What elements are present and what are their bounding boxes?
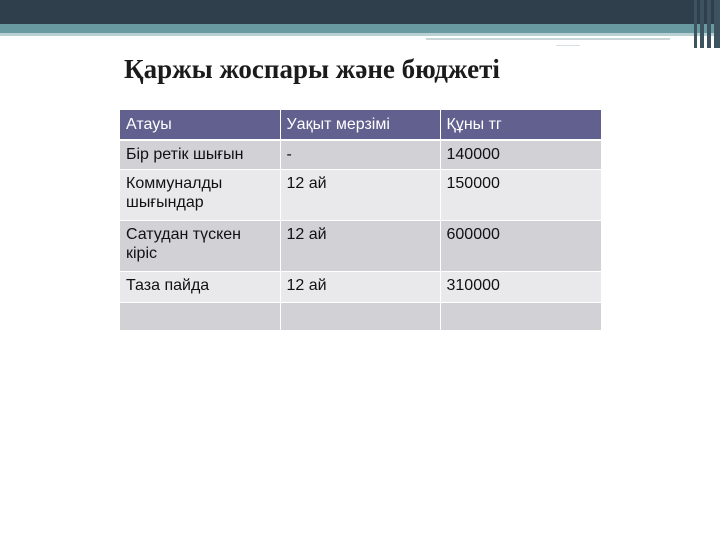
table-cell bbox=[440, 303, 601, 331]
budget-table bbox=[120, 110, 601, 331]
table-cell: 12 ай bbox=[280, 272, 440, 303]
table-cell: 600000 bbox=[440, 221, 601, 272]
table-cell: 12 ай bbox=[280, 170, 440, 221]
table-row bbox=[120, 140, 601, 170]
table-cell: Сатудан түскен кіріс bbox=[120, 221, 280, 272]
divider-line bbox=[426, 38, 670, 40]
table-cell: Коммуналды шығындар bbox=[120, 170, 280, 221]
table-cell: 310000 bbox=[440, 272, 601, 303]
table-cell bbox=[280, 303, 440, 331]
table-row bbox=[120, 272, 601, 303]
table-cell: Бір ретік шығын bbox=[120, 140, 280, 170]
corner-bar-decor bbox=[707, 0, 711, 48]
column-header-period: Уақыт мерзімі bbox=[280, 110, 440, 140]
table-header-row bbox=[120, 110, 601, 140]
table-cell: Таза пайда bbox=[120, 272, 280, 303]
table-cell bbox=[120, 303, 280, 331]
corner-bar-decor bbox=[694, 0, 697, 48]
column-header-name: Атауы bbox=[120, 110, 280, 140]
table-cell: - bbox=[280, 140, 440, 170]
table-row bbox=[120, 221, 601, 272]
table-cell: 12 ай bbox=[280, 221, 440, 272]
table-row bbox=[120, 170, 601, 221]
table-cell: 150000 bbox=[440, 170, 601, 221]
divider-line bbox=[556, 45, 580, 46]
top-accent-stripe bbox=[0, 24, 720, 33]
top-decor-band bbox=[0, 0, 720, 24]
column-header-cost: Құны тг bbox=[440, 110, 601, 140]
table-cell: 140000 bbox=[440, 140, 601, 170]
corner-bar-decor bbox=[714, 0, 720, 48]
top-light-stripe bbox=[0, 33, 720, 36]
slide-title: Қаржы жоспары және бюджеті bbox=[124, 54, 500, 84]
table-row bbox=[120, 303, 601, 331]
corner-bar-decor bbox=[700, 0, 704, 48]
